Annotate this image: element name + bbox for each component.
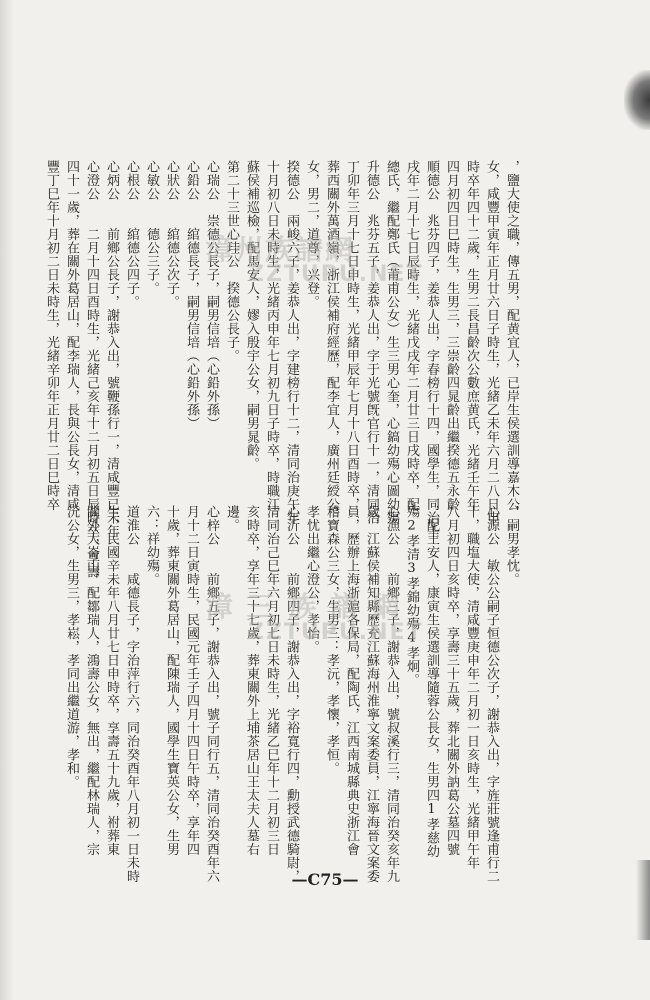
text-column: 邊。 — [224, 505, 239, 532]
text-column: 時卒年四十二歲，生男二長昌齡次公數庶黄氏，光緒壬午年 — [464, 160, 479, 511]
watermark-url-top: ZZTUPU.NET — [248, 262, 424, 287]
text-column: 沅公女，生男三，孝崧，孝同出繼道游，孝和。 — [64, 505, 79, 789]
text-column: 心炳公 前鄉公長子，謝恭入出，號鞭孫行一，清咸豐已未年 — [104, 160, 119, 538]
text-column: 心澄公 二月十四日酉時生，光緒己亥年十二月初五日辰時卒，享壽 — [84, 160, 99, 579]
text-column: 心沂公 前鄉四子，謝恭入出，字裕寬行四，勳授武德騎尉， — [284, 505, 299, 883]
text-column: 豐丁巳年十月初二日未時生，光緒辛卯年正月廿二日巳時卒 — [44, 160, 59, 511]
text-column: 月十二日寅時生，民國元年壬子四月十四日午時卒，享年四 — [184, 505, 199, 856]
text-column: 心根公 綰德公四子。 — [124, 160, 139, 309]
watermark-text-bottom: 漳 三 族 譜 網 — [205, 590, 402, 623]
scan-binding-mark — [624, 70, 650, 130]
text-column: 心源公 敏公公嗣子恒德公次子，謝恭入出，字旌莊號逢甫行二 — [484, 505, 499, 883]
text-column: 稽寶森公三女，生男三：孝沅，孝懷，孝恒。 — [324, 505, 339, 775]
text-column: 心梓公 前鄉五子，謝恭入出，號子同行五，清同治癸酉年六 — [204, 505, 219, 883]
page-number: —C75— — [291, 870, 359, 889]
text-column: 女，咸豐甲寅年正月廿六日子時生，光緒乙未年六月二八日申 — [484, 160, 499, 525]
text-column: 殤2孝清3孝錦幼殤4孝炯。 — [404, 505, 419, 687]
text-column: 順德公 兆芬四子，姜恭人出，字春榜行十四，國學生，同治壬 — [424, 160, 439, 538]
text-column: 歲，江蘇侯補知縣歷充江蘇海州淮寧文案委員，江寧海晉文案委 — [364, 505, 379, 883]
text-column: 八月初四日亥時卒，享壽三十五歲，葬北關外訥葛公墓四號 — [444, 505, 459, 856]
text-column: 清同治己巳年六月初七日未時生，光緒乙巳年十二月初三日 — [264, 505, 279, 856]
text-column: 道淮公 咸德長子，字治萍行六，同治癸酉年八月初一日未時 — [124, 505, 139, 883]
text-column: 四十一歲，葬在關外葛居山，配李瑞人，長與公長女，清咸 — [64, 160, 79, 511]
text-column: 關外大崙山，配鄒瑞人，鴻壽公女，無出，繼配林瑞人，宗 — [84, 505, 99, 856]
text-column: 心狀公 綰德公次子。 — [164, 160, 179, 309]
text-column: 心鉛公 綰德長子，嗣男信培（心鉛外孫） — [184, 160, 199, 430]
text-column: 亥時卒，享年三十七歲，葬東關外上埔茶居山王太夫人墓右 — [244, 505, 259, 856]
scan-left-edge — [0, 0, 14, 1000]
text-column: 員，歷辦上海浙滬各保局，配陶氏，江西南城縣典史浙江會 — [344, 505, 359, 856]
text-column: 丁卯年三月十七日申時生，光緒甲辰年七月十八日酉時卒， — [344, 160, 359, 511]
text-column: 蘇侯補巡檢，配馬安人，嫪入殷宇公女，嗣男晁齡。 — [244, 160, 259, 471]
watermark-url-bottom: ZZTUPU.NET — [248, 620, 424, 645]
watermark-text-top: 漳州族譜網 — [205, 233, 356, 266]
text-column: 戌年二月十七日辰時生，光緒戊戌年二月廿三日戌時卒，配 — [404, 160, 419, 511]
text-column: 揆德公 兩峻六子，姜恭人出，字建榜行十二，清同治庚午年 — [284, 160, 299, 525]
text-column: ，配王安人，康寅生侯選訓導隨蓉公長女，生男四1孝慈幼 — [424, 505, 439, 858]
text-column: ，嗣男孝忱。 — [504, 505, 519, 586]
text-column: ，鹽大使之職，傳五男，配黄宜人，已岸生侯選訓導嘉木公 — [504, 160, 519, 511]
text-column: 女，男二，道尊，兴登。 — [304, 160, 319, 309]
text-column: 葬西關外萬酒嶺，浙江侯補府經歷，配李宜人，廣州廷綬公 — [324, 160, 339, 511]
text-column: 心漁公 前鄉三子，謝恭入出，號叔溪行三，清同治癸亥年九 — [384, 505, 399, 883]
text-column: 總氏，繼配鄭氏（莆甫公女）生三男心奎，心鎬幼殤心圖幼殤 — [384, 160, 399, 525]
text-column: 心敏公 德公三子。 — [144, 160, 159, 295]
text-column: 第二十三世心珪公 揆德公長子。 — [224, 160, 239, 363]
text-column: 生，民國辛未年八月廿七日申時卒，享壽五十九歲，祔葬東 — [104, 505, 119, 856]
text-column: 十歲，葬東關外葛居山，配陳瑞人，國學生寶英公女，生男 — [164, 505, 179, 856]
text-column: 孝忧出繼心澄公，孝怡。 — [304, 505, 319, 654]
text-column: 心瑞公 崇德公長子，嗣男信培（心鉛外孫） — [204, 160, 219, 430]
text-column: 十，職塩大使，清咸豐庚申年二月初一日亥時生，光緒甲午年 — [464, 505, 479, 870]
text-column: 十月初八日未時生，光緒丙申年七月初九日子時卒，時職江 — [264, 160, 279, 511]
text-column: 六：祥幼殤。 — [144, 505, 159, 586]
text-column: 四月初四日巳時生，生男三，三崇齡四晁齡出繼揆德五永齡 — [444, 160, 459, 511]
text-column: 升德公 兆芬五子，姜恭人出，字于光號旣官行十一，清同治 — [364, 160, 379, 525]
